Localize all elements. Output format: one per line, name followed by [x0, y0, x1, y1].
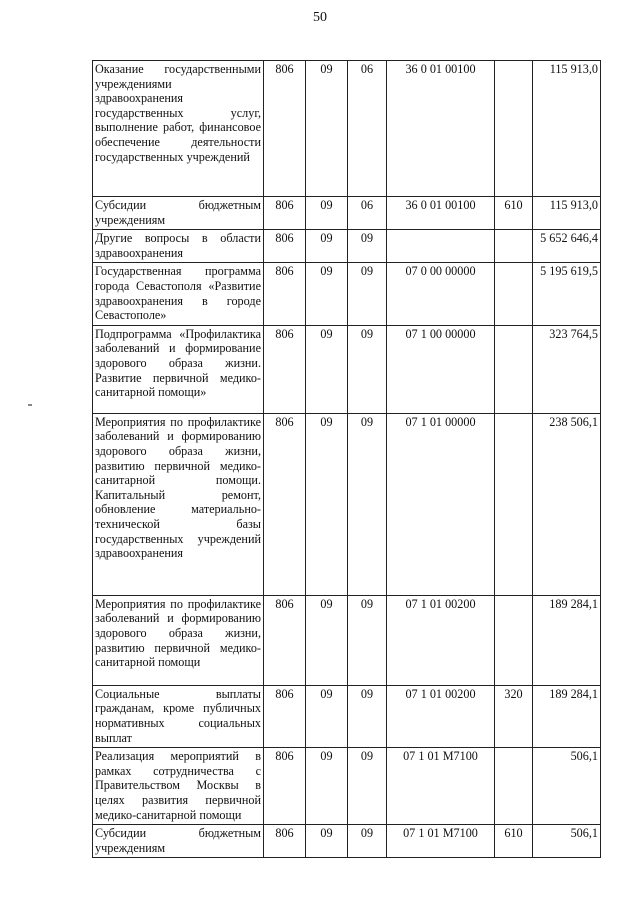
subsection-code-cell: 09 [348, 325, 387, 413]
item-name-cell: Оказание государственными учреждениями здравоохранения государственных услуг, выполнение работ, финансовое обеспечение деятельности государственных учреждений [93, 61, 264, 197]
amount-cell: 5 652 646,4 [533, 230, 601, 263]
item-name-cell: Субсидии бюджетным учреждениям [93, 825, 264, 858]
ministry-code-cell: 806 [264, 825, 306, 858]
target-item-code-cell: 36 0 01 00100 [387, 61, 495, 197]
subsection-code-cell: 09 [348, 263, 387, 325]
item-name-cell: Реализация мероприятий в рамках сотрудничества с Правительством Москвы в целях развития первичной медико-санитарной помощи [93, 748, 264, 825]
target-item-code-cell: 07 0 00 00000 [387, 263, 495, 325]
item-name-cell: Подпрограмма «Профилактика заболеваний и формирование здорового образа жизни. Развитие первичной медико-санитарной помощи» [93, 325, 264, 413]
ministry-code-cell: 806 [264, 230, 306, 263]
section-code-cell: 09 [306, 263, 348, 325]
table-row [93, 197, 601, 230]
section-code-cell: 09 [306, 230, 348, 263]
expense-type-code-cell: 320 [495, 685, 533, 747]
section-code-cell: 09 [306, 685, 348, 747]
subsection-code-cell: 09 [348, 230, 387, 263]
ministry-code-cell: 806 [264, 325, 306, 413]
scan-speck [28, 404, 32, 406]
table-row [93, 61, 601, 197]
ministry-code-cell: 806 [264, 413, 306, 595]
target-item-code-cell: 07 1 01 00200 [387, 595, 495, 685]
expense-type-code-cell [495, 325, 533, 413]
ministry-code-cell: 806 [264, 61, 306, 197]
ministry-code-cell: 806 [264, 685, 306, 747]
section-code-cell: 09 [306, 748, 348, 825]
subsection-code-cell: 09 [348, 825, 387, 858]
amount-cell: 189 284,1 [533, 595, 601, 685]
target-item-code-cell: 07 1 01 M7100 [387, 748, 495, 825]
item-name-cell: Мероприятия по профилактике заболеваний и формированию здорового образа жизни, развитию первичной медико-санитарной помощи. Капитальный ремонт, обновление материально-технической базы государственных учреждений здравоохранения [93, 413, 264, 595]
section-code-cell: 09 [306, 325, 348, 413]
expense-type-code-cell: 610 [495, 197, 533, 230]
target-item-code-cell: 07 1 01 M7100 [387, 825, 495, 858]
amount-cell: 506,1 [533, 825, 601, 858]
amount-cell: 238 506,1 [533, 413, 601, 595]
item-name-cell: Государственная программа города Севастополя «Развитие здравоохранения в городе Севастополе» [93, 263, 264, 325]
target-item-code-cell: 07 1 01 00200 [387, 685, 495, 747]
ministry-code-cell: 806 [264, 595, 306, 685]
amount-cell: 115 913,0 [533, 197, 601, 230]
item-name-cell: Мероприятия по профилактике заболеваний и формированию здорового образа жизни, развитию первичной медико-санитарной помощи [93, 595, 264, 685]
target-item-code-cell: 07 1 01 00000 [387, 413, 495, 595]
section-code-cell: 09 [306, 825, 348, 858]
target-item-code-cell: 07 1 00 00000 [387, 325, 495, 413]
subsection-code-cell: 06 [348, 197, 387, 230]
target-item-code-cell: 36 0 01 00100 [387, 197, 495, 230]
item-name-cell: Социальные выплаты гражданам, кроме публичных нормативных социальных выплат [93, 685, 264, 747]
ministry-code-cell: 806 [264, 197, 306, 230]
table-row [93, 595, 601, 685]
subsection-code-cell: 09 [348, 748, 387, 825]
subsection-code-cell: 06 [348, 61, 387, 197]
amount-cell: 5 195 619,5 [533, 263, 601, 325]
section-code-cell: 09 [306, 197, 348, 230]
item-name-cell: Другие вопросы в области здравоохранения [93, 230, 264, 263]
ministry-code-cell: 806 [264, 263, 306, 325]
section-code-cell: 09 [306, 61, 348, 197]
target-item-code-cell [387, 230, 495, 263]
expense-type-code-cell [495, 748, 533, 825]
item-name-cell: Субсидии бюджетным учреждениям [93, 197, 264, 230]
amount-cell: 323 764,5 [533, 325, 601, 413]
table-row [93, 325, 601, 413]
table-row [93, 413, 601, 595]
expense-type-code-cell [495, 595, 533, 685]
table-row [93, 825, 601, 858]
page-number: 50 [313, 10, 327, 25]
amount-cell: 115 913,0 [533, 61, 601, 197]
amount-cell: 189 284,1 [533, 685, 601, 747]
subsection-code-cell: 09 [348, 595, 387, 685]
subsection-code-cell: 09 [348, 413, 387, 595]
expense-type-code-cell: 610 [495, 825, 533, 858]
expense-type-code-cell [495, 413, 533, 595]
table-row [93, 263, 601, 325]
expense-type-code-cell [495, 263, 533, 325]
expense-type-code-cell [495, 61, 533, 197]
section-code-cell: 09 [306, 595, 348, 685]
table-row [93, 230, 601, 263]
table-row [93, 685, 601, 747]
budget-table [92, 60, 601, 858]
ministry-code-cell: 806 [264, 748, 306, 825]
table-row [93, 748, 601, 825]
section-code-cell: 09 [306, 413, 348, 595]
expense-type-code-cell [495, 230, 533, 263]
amount-cell: 506,1 [533, 748, 601, 825]
table-body [93, 61, 601, 858]
subsection-code-cell: 09 [348, 685, 387, 747]
